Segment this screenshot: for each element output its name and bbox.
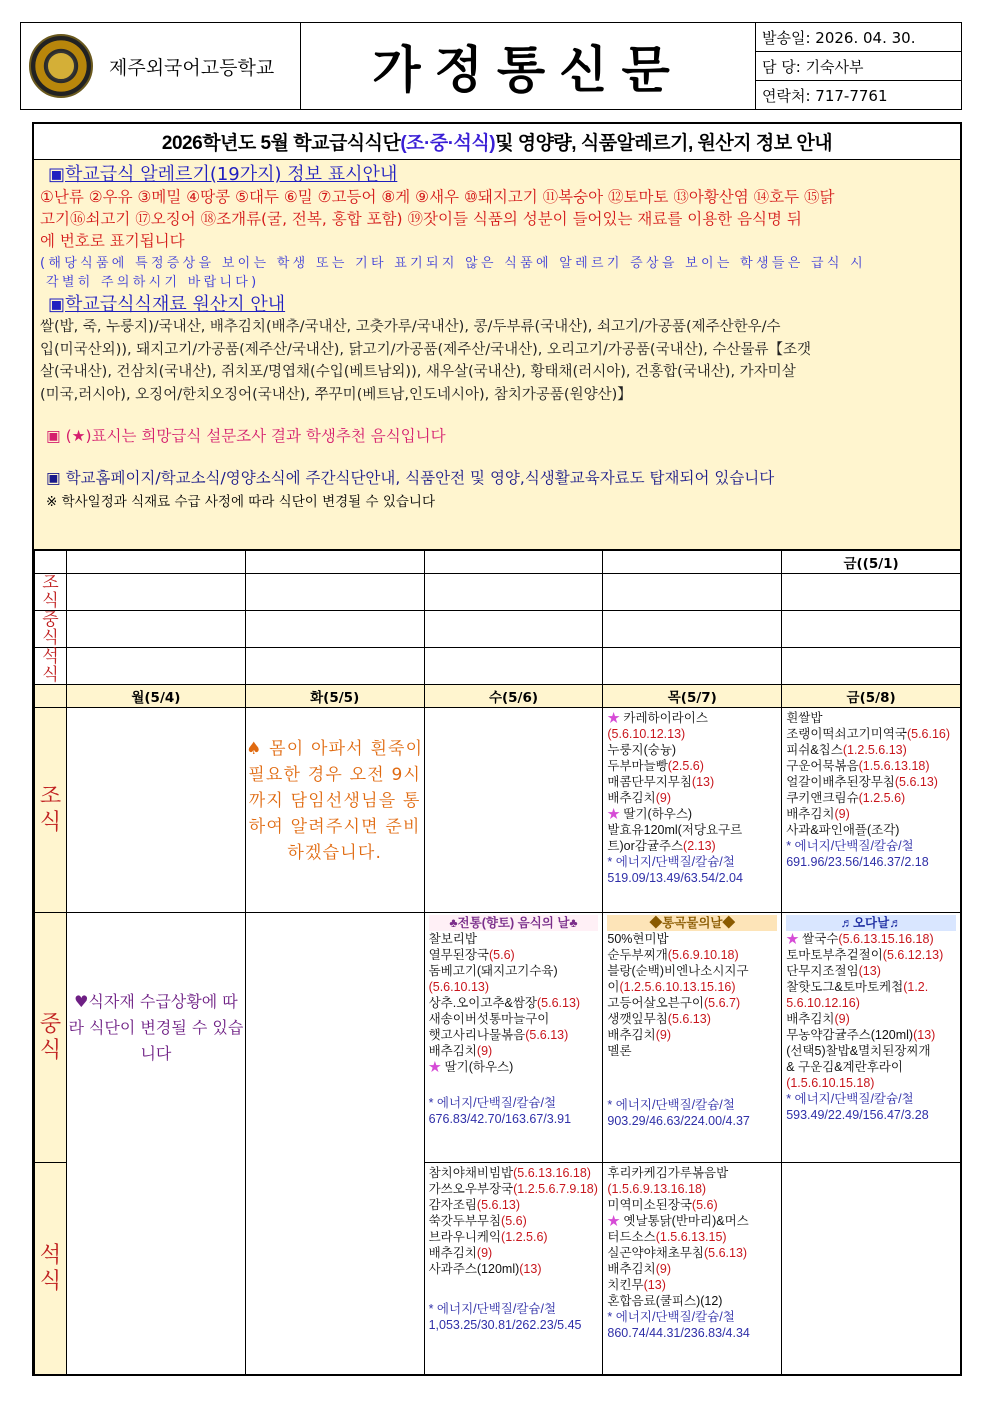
menu-item — [786, 947, 956, 963]
menu-item — [607, 1181, 777, 1197]
mon-lunch-dinner — [67, 913, 246, 1375]
menu-item — [607, 1197, 777, 1213]
menu-item-name: 트)or감귤주스 — [607, 839, 684, 853]
menu-item — [607, 758, 777, 774]
menu-item — [786, 726, 956, 742]
allergy-codes: (9) — [655, 791, 671, 805]
allergy-codes: (5.6.13) — [704, 1246, 748, 1260]
week2-corner — [35, 685, 67, 708]
menu-item — [607, 726, 777, 742]
menu-item-name: 생깻잎무침 — [607, 1012, 668, 1026]
menu-item — [607, 790, 777, 806]
nutrition-label: * 에너지/단백질/칼슘/철 — [786, 839, 914, 853]
menu-item-name: 감자조림 — [428, 1198, 477, 1212]
menu-item-name: 블랑(순백)비엔나소시지구 — [607, 964, 749, 978]
nutrition-values: 903.29/46.63/224.00/4.37 — [607, 1114, 750, 1128]
menu-item — [429, 1197, 599, 1213]
menu-item-name: 피쉬&칩스 — [786, 743, 843, 757]
menu-item-name: 열무된장국 — [428, 948, 489, 962]
menu-item-name: 흰쌀밥 — [786, 711, 823, 725]
menu-item-name: 후리카케김가루볶음밥 — [607, 1166, 729, 1180]
menu-item — [786, 1059, 956, 1075]
menu-item-name: 토마토부추겉절이 — [786, 948, 883, 962]
menu-item — [607, 979, 777, 995]
menu-item-name: 배추김치 — [786, 1012, 835, 1026]
menu-item — [429, 1229, 599, 1245]
day-header-fri: 금(5/8) — [782, 685, 961, 708]
allergy-codes: (13) — [643, 1278, 666, 1292]
menu-item — [786, 995, 956, 1011]
event-day-banner: ♣전통(향토) 음식의 날♣ — [429, 915, 599, 931]
menu-item-name: 쌀국수 — [802, 932, 839, 946]
allergy-caution1: (해당식품에 특정증상을 보이는 학생 또는 기타 표기되지 않은 식품에 알레르기 증상을 보이는 학생들은 급식 시 — [40, 256, 867, 271]
menu-item-name: 햇고사리나물볶음 — [428, 1028, 526, 1042]
nutrition-label: * 에너지/단백질/칼슘/철 — [786, 1092, 914, 1106]
menu-item-name: 미역미소된장국 — [607, 1198, 692, 1212]
banner-highlight: (조·중·석식) — [400, 133, 496, 154]
allergy-codes: (9) — [834, 807, 850, 821]
allergy-codes: (1.5.6.10.15.18) — [786, 1076, 875, 1090]
menu-item — [607, 1011, 777, 1027]
menu-item-name: 쑥갓두부무침 — [428, 1214, 502, 1228]
allergy-codes: (5.6) — [501, 1214, 527, 1228]
tue-lunch-dinner — [245, 913, 424, 1375]
menu-item — [429, 1059, 599, 1075]
menu-item — [786, 742, 956, 758]
menu-item — [607, 742, 777, 758]
main-frame — [32, 122, 962, 1376]
week1-table — [34, 550, 961, 685]
allergy-codes: (13) — [858, 964, 881, 978]
allergy-codes: (5.6) — [488, 948, 515, 962]
allergy-codes: (1.2.5.6) — [501, 1230, 548, 1244]
origin-heading: ▣학교급식식재료 원산지 안내 — [48, 294, 286, 315]
menu-item-name: 단무지조절임 — [786, 964, 859, 978]
menu-item — [607, 931, 777, 947]
menu-item-name: 사과&파인애플(조각) — [786, 823, 900, 837]
menu-item — [786, 790, 956, 806]
nutrition-label: * 에너지/단백질/칼슘/철 — [428, 1096, 557, 1110]
allergy-codes: (1.5.6.13.15) — [655, 1230, 727, 1244]
allergy-codes: (9) — [655, 1262, 671, 1276]
allergy-codes: (1.2. — [903, 980, 929, 994]
menu-item — [607, 947, 777, 963]
allergy-codes: (1.5.6.13.18) — [858, 759, 930, 773]
change-note: ※ 학사일정과 식재료 수급 사정에 따라 식단이 변경될 수 있습니다 — [46, 494, 435, 510]
fri-breakfast — [782, 708, 961, 913]
fri-dinner — [782, 1163, 961, 1375]
allergy-codes: (1.2.5.6) — [858, 791, 906, 805]
nutrition-values: 860.74/44.31/236.83/4.34 — [607, 1326, 750, 1340]
menu-item — [429, 1165, 599, 1181]
info-box — [755, 23, 961, 109]
letter-header — [20, 22, 962, 110]
allergy-codes: (5.6.12.13) — [882, 948, 944, 962]
allergy-codes: (5.6.13.16.18) — [513, 1166, 591, 1180]
allergy-codes: (9) — [655, 1028, 671, 1042]
menu-item-name: 발효유120ml(저당요구르 — [607, 823, 743, 837]
menu-item-name: 고등어살오븐구이 — [607, 996, 704, 1010]
menu-item-name: 50%현미밥 — [607, 932, 669, 946]
menu-item — [429, 1261, 599, 1277]
allergy-line1: ①난류 ②우유 ③메밀 ④땅콩 ⑤대두 ⑥밀 ⑦고등어 ⑧게 ⑨새우 ⑩돼지고기 ⑪복숭아 ⑫토마토 ⑬아황산염 ⑭호두 ⑮닭 — [40, 188, 835, 206]
recommend-star-icon: ★ — [607, 711, 624, 725]
thu-lunch — [603, 913, 782, 1163]
menu-item-name: 배추김치 — [428, 1044, 477, 1058]
menu-item — [607, 1261, 777, 1277]
day-header-tue: 화(5/5) — [245, 685, 424, 708]
thu-breakfast — [603, 708, 782, 913]
nutrition-values: 593.49/22.49/156.47/3.28 — [786, 1108, 929, 1122]
menu-item — [607, 995, 777, 1011]
banner-part2: 및 영양량, 식품알레르기, 원산지 정보 안내 — [495, 133, 833, 154]
menu-item — [607, 1027, 777, 1043]
event-day-banner: ♬오다날♬ — [786, 915, 956, 931]
menu-item-name: 옛날통닭(반마리)&머스 — [623, 1214, 749, 1228]
allergy-line2: 고기⑯쇠고기 ⑰오징어 ⑱조개류(굴, 전복, 홍합 포함) ⑲잣이들 식품의 성분이 들어있는 재료를 이용한 음식명 뒤 — [40, 210, 802, 228]
allergy-codes: (1.2.5.6.7.9.18) — [513, 1182, 598, 1196]
menu-item — [429, 947, 599, 963]
day-header-wed: 수(5/6) — [424, 685, 603, 708]
allergy-codes: (5.6.13) — [667, 1012, 711, 1026]
star-note: ▣ (★)표시는 희망급식 설문조사 결과 학생추천 음식입니다 — [46, 427, 446, 445]
menu-item — [607, 806, 777, 822]
menu-item-name: 배추김치 — [428, 1246, 477, 1260]
menu-item-name: 순두부찌개 — [607, 948, 668, 962]
menu-item-name: 사과주스(120ml) — [428, 1262, 520, 1276]
menu-item-name: 찰핫도그&토마토케첩 — [786, 980, 904, 994]
menu-item — [429, 963, 599, 979]
porridge-notice: ♠ 몸이 아파서 흰죽이 필요한 경우 오전 9시까지 담임선생님을 통하여 알려주시면 준비 하겠습니다. — [246, 739, 424, 863]
day-header-mon: 월(5/4) — [67, 685, 246, 708]
menu-item-name: 쿠키앤크림슈 — [786, 791, 859, 805]
menu-item-name: 치킨무 — [607, 1278, 644, 1292]
menu-item — [429, 1043, 599, 1059]
menu-item — [786, 963, 956, 979]
menu-item-name: 구운어묵볶음 — [786, 759, 859, 773]
menu-item — [607, 1293, 777, 1309]
fri-lunch — [782, 913, 961, 1163]
menu-item-name: 찰보리밥 — [428, 932, 477, 946]
menu-item — [429, 979, 599, 995]
allergy-codes: (13) — [913, 1028, 936, 1042]
allergy-codes: (13) — [691, 775, 715, 789]
menu-item-name: 가쓰오우부장국 — [428, 1182, 514, 1196]
allergy-line3: 에 번호로 표기됩니다 — [40, 232, 185, 250]
event-day-banner: ◆통곡물의날◆ — [607, 915, 777, 931]
menu-item — [786, 710, 956, 726]
allergy-codes: 5.6.10.12.16) — [786, 996, 860, 1010]
breakfast-label: 조식 — [35, 708, 67, 913]
nutrition-values: 691.96/23.56/146.37/2.18 — [786, 855, 929, 869]
menu-item — [786, 1043, 956, 1059]
nutrition-values: 1,053.25/30.81/262.23/5.45 — [428, 1318, 582, 1332]
origin-line1: 쌀(밥, 죽, 누룽지)/국내산, 배추김치(배추/국내산, 고춧가루/국내산), 콩/두부류(국내산), 쇠고기/가공품(제주산한우/수 — [40, 319, 781, 335]
allergy-codes: (5.6.16) — [906, 727, 951, 741]
recommend-star-icon: ★ — [428, 1060, 445, 1074]
allergy-codes: (5.6.13) — [894, 775, 938, 789]
menu-item — [607, 822, 777, 838]
school-name: 제주외국어고등학교 — [109, 56, 275, 79]
allergy-codes: (5.6) — [691, 1198, 718, 1212]
origin-line3: 살(국내산), 건삼치(국내산), 쥐치포/명엽채(수입(베트남외)), 새우살(국내산), 황태채(러시아), 건홍합(국내산), 가자미살 — [40, 364, 796, 380]
menu-item-name: 무농약감귤주스(120ml) — [786, 1028, 914, 1042]
menu-item — [786, 1075, 956, 1091]
allergy-codes: (9) — [476, 1044, 493, 1058]
menu-item — [607, 838, 777, 854]
menu-item-name: 참치야채비빔밥 — [428, 1166, 514, 1180]
notice-section — [34, 160, 960, 550]
week1-breakfast-label: 조식 — [35, 574, 67, 611]
nutrition-values: 519.09/13.49/63.54/2.04 — [607, 871, 743, 885]
menu-item — [786, 1011, 956, 1027]
week1-corner — [35, 551, 67, 574]
homepage-note: ▣ 학교홈페이지/학교소식/영양소식에 주간식단안내, 식품안전 및 영양,식생활교육자료도 탑재되어 있습니다 — [46, 469, 775, 487]
menu-item-name: 멜론 — [607, 1044, 632, 1058]
week1-fri-header: 금((5/1) — [782, 551, 961, 574]
nutrition-values: 676.83/42.70/163.67/3.91 — [428, 1112, 572, 1126]
menu-item-name: & 구운김&계란후라이 — [786, 1060, 903, 1074]
menu-item — [607, 1165, 777, 1181]
allergy-codes: (2.13) — [683, 839, 716, 853]
menu-item — [786, 774, 956, 790]
menu-item-name: 브라우니케익 — [428, 1230, 502, 1244]
contact: 연락처: 717-7761 — [762, 86, 888, 105]
menu-item — [607, 710, 777, 726]
recommend-star-icon: ★ — [607, 1214, 624, 1228]
week2-table — [34, 684, 961, 1375]
allergy-caution2: 각별히 주의하시기 바랍니다) — [46, 275, 260, 290]
menu-item-name: 두부마늘빵 — [607, 759, 668, 773]
menu-item — [429, 1213, 599, 1229]
dinner-label: 석식 — [35, 1163, 67, 1375]
menu-item — [607, 1245, 777, 1261]
mon-breakfast — [67, 708, 246, 913]
menu-item-name: 혼합음료(쿨피스)(12) — [607, 1294, 723, 1308]
nutrition-label: * 에너지/단백질/칼슘/철 — [607, 1310, 735, 1324]
nutrition-label: * 에너지/단백질/칼슘/철 — [607, 855, 735, 869]
allergy-codes: (2.5.6) — [667, 759, 704, 773]
menu-item-name: 딸기(하우스) — [623, 807, 693, 821]
menu-item — [607, 1229, 777, 1245]
menu-item — [786, 806, 956, 822]
allergy-codes: (9) — [476, 1246, 493, 1260]
menu-item — [607, 1277, 777, 1293]
menu-item — [429, 1181, 599, 1197]
menu-item — [429, 995, 599, 1011]
menu-item-name: 배추김치 — [607, 1262, 656, 1276]
recommend-star-icon: ★ — [786, 932, 803, 946]
document-title: 가정통신문 — [372, 41, 684, 99]
menu-item — [607, 963, 777, 979]
wed-lunch — [424, 913, 603, 1163]
allergy-codes: (5.6.9.10.18) — [667, 948, 739, 962]
banner-part1: 2026학년도 5월 학교급식식단 — [161, 133, 401, 154]
tue-breakfast — [245, 708, 424, 913]
menu-item-name: 배추김치 — [607, 1028, 656, 1042]
menu-item — [429, 1245, 599, 1261]
allergy-codes: (5.6.13.15.16.18) — [838, 932, 934, 946]
menu-item-name: 매콤단무지무침 — [607, 775, 692, 789]
allergy-codes: (5.6.7) — [704, 996, 741, 1010]
menu-item — [429, 1011, 599, 1027]
allergy-codes: (9) — [834, 1012, 850, 1026]
menu-item-name: (선택5)찰밥&멸치된장찌개 — [786, 1044, 931, 1058]
menu-item — [429, 1027, 599, 1043]
menu-item-name: 실곤약야채초무침 — [607, 1246, 704, 1260]
menu-item — [786, 931, 956, 947]
banner-title — [34, 124, 960, 160]
menu-item-name: 누룽지(숭늉) — [607, 743, 677, 757]
origin-line2: 입(미국산외)), 돼지고기/가공품(제주산/국내산), 닭고기/가공품(제주산/국내산), 오리고기/가공품(국내산), 수산물류【조갯 — [40, 341, 812, 358]
allergy-codes: (1.5.6.9.13.16.18) — [607, 1182, 707, 1196]
menu-item-name: 배추김치 — [786, 807, 835, 821]
school-block — [21, 23, 301, 109]
allergy-codes: (1.2.5.6.10.13.15.16) — [619, 980, 736, 994]
allergy-codes: (5.6.13) — [476, 1198, 520, 1212]
menu-item-name: 조랭이떡쇠고기미역국 — [786, 727, 907, 741]
week1-dinner-label: 석식 — [35, 648, 67, 685]
week1-lunch-label: 중식 — [35, 611, 67, 648]
allergy-codes: (5.6.10.13) — [428, 980, 490, 994]
menu-item-name: 이 — [607, 980, 620, 994]
school-emblem-icon — [29, 34, 93, 98]
menu-item — [786, 979, 956, 995]
allergy-codes: (1.2.5.6.13) — [842, 743, 907, 757]
day-header-thu: 목(5/7) — [603, 685, 782, 708]
recommend-star-icon: ★ — [607, 807, 624, 821]
menu-item-name: 상추.오이고추&쌈장 — [428, 996, 538, 1010]
menu-item-name: 터드소스 — [607, 1230, 656, 1244]
menu-item — [607, 774, 777, 790]
allergy-heading: ▣학교급식 알레르기(19가지) 정보 표시안내 — [48, 164, 398, 185]
menu-item — [607, 1213, 777, 1229]
nutrition-label: * 에너지/단백질/칼슘/철 — [428, 1302, 557, 1316]
allergy-codes: (13) — [519, 1262, 542, 1276]
wed-breakfast — [424, 708, 603, 913]
lunch-label: 중식 — [35, 913, 67, 1163]
origin-line4: (미국,러시아), 오징어/한치오징어(국내산), 쭈꾸미(베트남,인도네시아), 참치가공품(원양산)】 — [40, 386, 632, 403]
menu-item-name: 새송이버섯통마늘구이 — [428, 1012, 550, 1026]
allergy-codes: (5.6.10.12.13) — [607, 727, 686, 741]
menu-item-name: 배추김치 — [607, 791, 656, 805]
allergy-codes: (5.6.13) — [537, 996, 581, 1010]
menu-item — [607, 1043, 777, 1059]
thu-dinner — [603, 1163, 782, 1375]
menu-item-name: 돔베고기(돼지고기수육) — [428, 964, 558, 978]
menu-item — [786, 822, 956, 838]
menu-item-name: 얼갈이배추된장무침 — [786, 775, 895, 789]
menu-item-name: 딸기(하우스) — [444, 1060, 514, 1074]
manager: 담 당: 기숙사부 — [756, 52, 961, 81]
nutrition-label: * 에너지/단백질/칼슘/철 — [607, 1098, 735, 1112]
supply-notice: ♥식자재 수급상황에 따라 식단이 변경될 수 있습니다 — [68, 992, 244, 1063]
menu-item — [429, 931, 599, 947]
menu-item — [786, 758, 956, 774]
wed-dinner — [424, 1163, 603, 1375]
allergy-codes: (5.6.13) — [525, 1028, 569, 1042]
menu-item — [786, 1027, 956, 1043]
send-date: 발송일: 2026. 04. 30. — [756, 23, 961, 52]
menu-item-name: 카레하이라이스 — [623, 711, 708, 725]
